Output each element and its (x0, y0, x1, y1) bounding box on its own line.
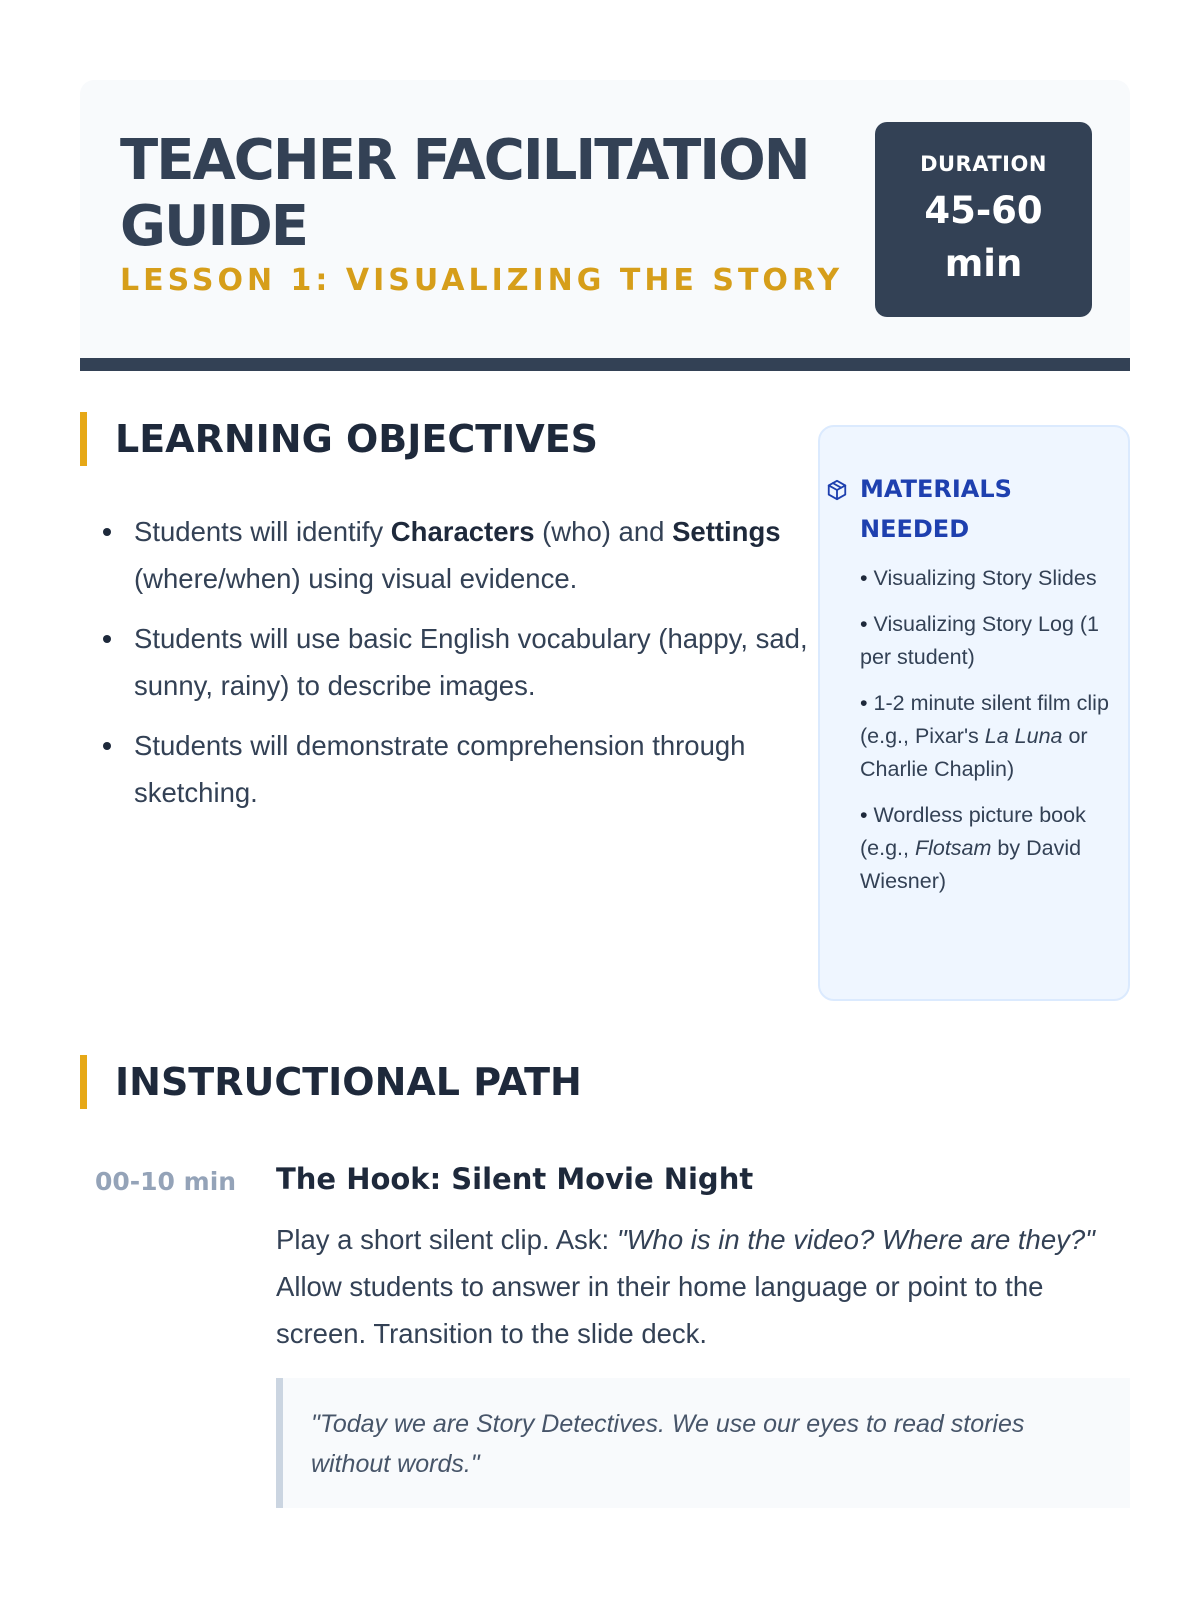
objective-item: Students will use basic English vocabulary (happy, sad, sunny, rainy) to describe images. (134, 615, 824, 709)
material-item: • Visualizing Story Log (1 per student) (860, 612, 1099, 669)
step-description: Play a short silent clip. Ask: "Who is in the video? Where are they?" Allow students to answer in their home language or point to the screen. Transition to the slide deck. (276, 1224, 1095, 1349)
guide-header (80, 80, 1130, 371)
objectives-heading: LEARNING OBJECTIVES (80, 412, 598, 466)
materials-card (818, 425, 1130, 1001)
objectives-list (80, 508, 824, 829)
teacher-script-quote: "Today we are Story Detectives. We use our eyes to read stories without words." (276, 1378, 1130, 1508)
duration-label: DURATION (920, 152, 1047, 176)
material-item: • 1-2 minute silent film clip (e.g., Pixar's La Luna or Charlie Chaplin) (860, 691, 1109, 781)
step-title: The Hook: Silent Movie Night (276, 1162, 754, 1196)
lesson-subtitle: LESSON 1: VISUALIZING THE STORY (120, 263, 844, 298)
objective-item: Students will identify Characters (who) and Settings (where/when) using visual evidence. (134, 508, 824, 602)
box-icon (826, 479, 848, 501)
duration-badge (875, 122, 1092, 317)
material-item: • Wordless picture book (e.g., Flotsam by David Wiesner) (860, 803, 1086, 893)
path-heading: INSTRUCTIONAL PATH (80, 1055, 582, 1109)
material-item: • Visualizing Story Slides (860, 566, 1097, 590)
duration-value: 45-60 min (924, 189, 1043, 285)
materials-list (860, 562, 1110, 911)
facilitation-guide-page (80, 80, 1130, 1478)
materials-heading: MATERIALS NEEDED (860, 469, 1060, 549)
step-time: 00-10 min (95, 1167, 237, 1196)
page-title: TEACHER FACILITATION GUIDE (120, 128, 809, 259)
objective-item: Students will demonstrate comprehension through sketching. (134, 722, 824, 816)
